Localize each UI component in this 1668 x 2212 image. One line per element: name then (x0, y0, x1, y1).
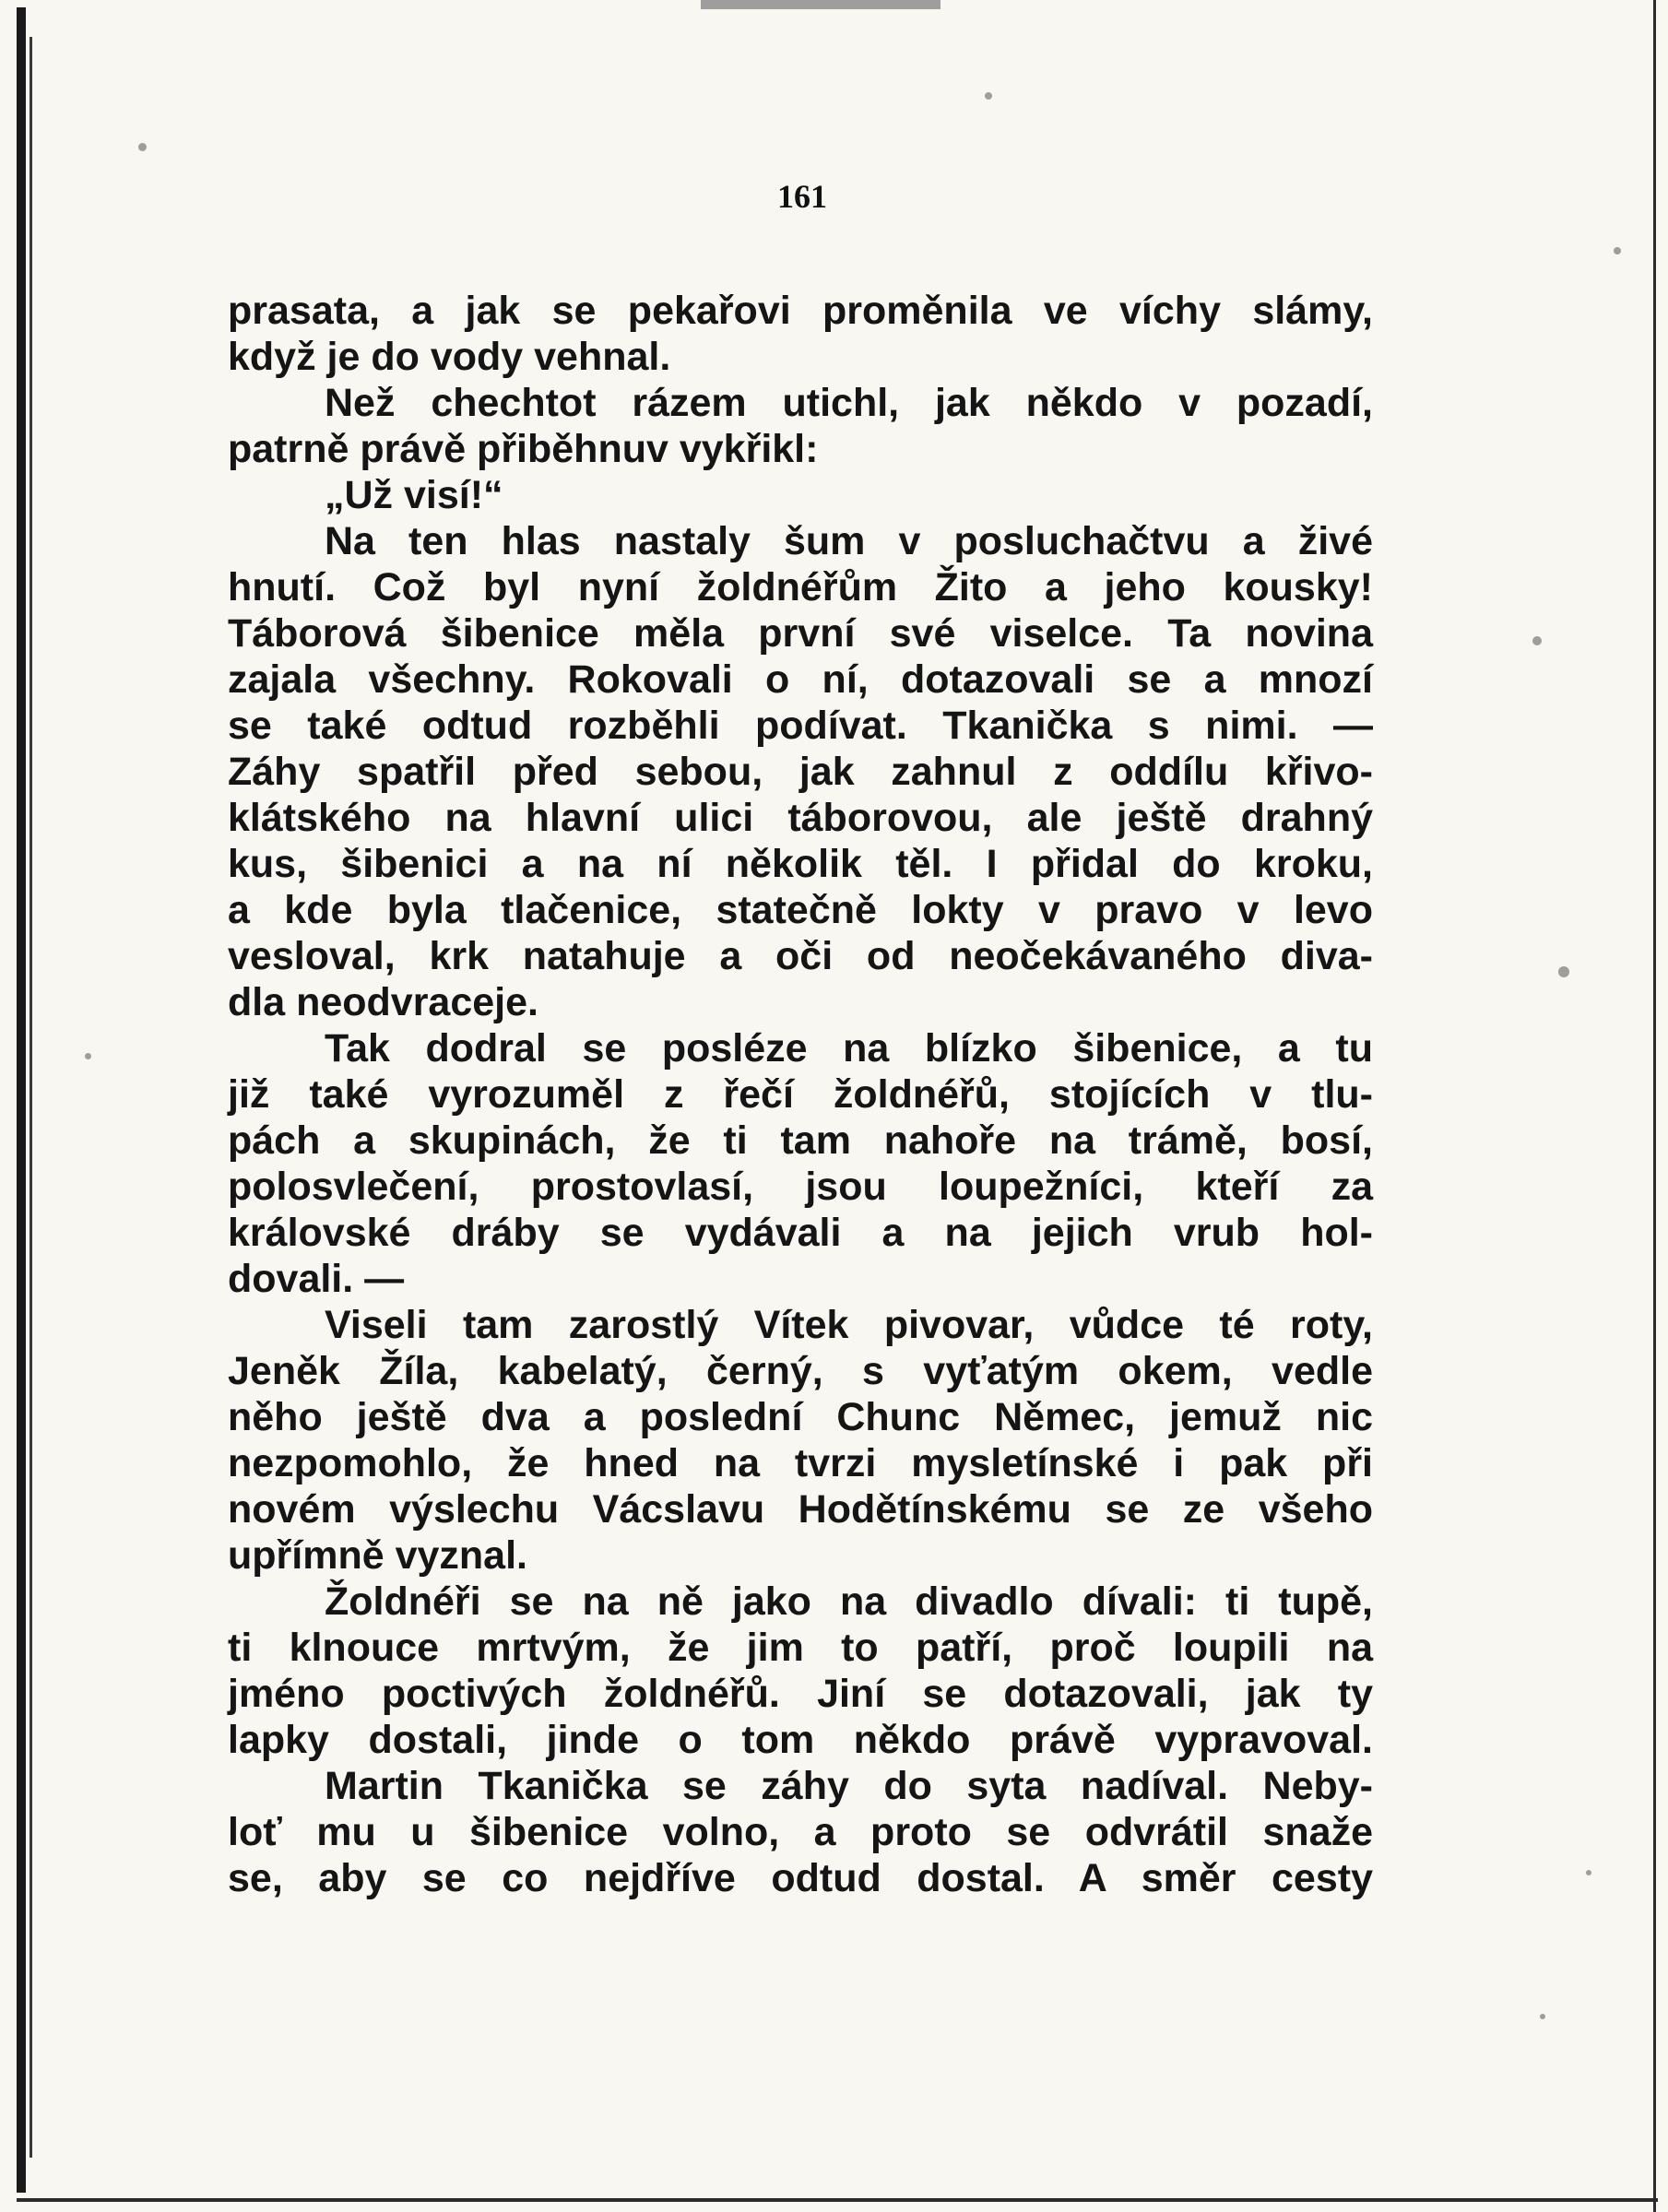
text-line: Než chechtot rázem utichl, jak někdo v pozadí, (325, 381, 1373, 425)
text-line: prasata, a jak se pekařovi proměnila ve víchy slámy, (228, 289, 1373, 333)
text-line: a kde byla tlačenice, statečně lokty v pravo v levo (228, 888, 1373, 932)
text-line: ti klnouce mrtvým, že jim to patří, proč loupili na (228, 1626, 1373, 1670)
scan-speck (1586, 1870, 1591, 1875)
body-text (228, 288, 1373, 1901)
text-line: „Už visí!“ (325, 473, 503, 517)
scan-speck (1614, 247, 1621, 254)
scan-speck (1532, 636, 1542, 645)
scan-speck (1540, 2014, 1545, 2019)
scan-speck (1558, 966, 1569, 977)
text-line: Jeněk Žíla, kabelatý, černý, s vyťatým okem, vedle (228, 1349, 1373, 1393)
text-line: zajala všechny. Rokovali o ní, dotazovali se a mnozí (228, 657, 1373, 702)
text-line: se také odtud rozběhli podívat. Tkanička s nimi. — (228, 704, 1373, 748)
text-line: lapky dostali, jinde o tom někdo právě vypravoval. (228, 1718, 1373, 1762)
text-line: Martin Tkanička se záhy do syta nadíval. Neby- (325, 1764, 1373, 1808)
text-line: pách a skupinách, že ti tam nahoře na trámě, bosí, (228, 1118, 1373, 1163)
text-line: Táborová šibenice měla první své viselce. Ta novina (228, 611, 1373, 656)
text-line: něho ještě dva a poslední Chunc Němec, jemuž nic (228, 1395, 1373, 1439)
page-left-edge (17, 7, 26, 2193)
text-line: Tak dodral se posléze na blízko šibenice, a tu (325, 1026, 1373, 1071)
text-line: klátského na hlavní ulici táborovou, ale ještě drahný (228, 796, 1373, 840)
page-number: 161 (777, 178, 827, 215)
text-line: jméno poctivých žoldnéřů. Jiní se dotazovali, jak ty (228, 1672, 1373, 1716)
text-line: novém výslechu Vácslavu Hodětínskému se ze všeho (228, 1487, 1373, 1532)
scan-speck (985, 92, 992, 100)
page-left-edge-inner (30, 37, 32, 2158)
text-line: Záhy spatřil před sebou, jak zahnul z oddílu křivo- (228, 750, 1373, 794)
text-line: dla neodvraceje. (228, 980, 538, 1024)
text-line: patrně právě přiběhnuv vykřikl: (228, 427, 819, 471)
text-line: upřímně vyznal. (228, 1533, 527, 1578)
text-line: polosvlečení, prostovlasí, jsou loupežníci, kteří za (228, 1165, 1373, 1209)
text-line: když je do vody vehnal. (228, 335, 671, 379)
text-line: Viseli tam zarostlý Vítek pivovar, vůdce té roty, (325, 1303, 1373, 1347)
text-line: nezpomohlo, že hned na tvrzi mysletínské i pak při (228, 1441, 1373, 1485)
page-bottom-edge (17, 2198, 1658, 2202)
text-line: dovali. — (228, 1257, 405, 1301)
text-line: Žoldnéři se na ně jako na divadlo dívali: ti tupě, (325, 1579, 1373, 1624)
text-line: Na ten hlas nastaly šum v posluchačtvu a živé (325, 519, 1373, 563)
text-line: hnutí. Což byl nyní žoldnéřům Žito a jeho kousky! (228, 565, 1373, 609)
scan-top-artifact (701, 0, 940, 9)
text-line: již také vyrozuměl z řečí žoldnéřů, stojících v tlu- (228, 1072, 1373, 1117)
page-right-edge (1653, 0, 1656, 2212)
text-line: královské dráby se vydávali a na jejich vrub hol- (228, 1211, 1373, 1255)
text-line: kus, šibenici a na ní několik těl. I přidal do kroku, (228, 842, 1373, 886)
text-line: vesloval, krk natahuje a oči od neočekávaného diva- (228, 934, 1373, 978)
scan-speck (85, 1053, 91, 1059)
scan-speck (138, 143, 147, 151)
text-line: loť mu u šibenice volno, a proto se odvrátil snaže (228, 1810, 1373, 1854)
text-line: se, aby se co nejdříve odtud dostal. A směr cesty (228, 1856, 1373, 1900)
